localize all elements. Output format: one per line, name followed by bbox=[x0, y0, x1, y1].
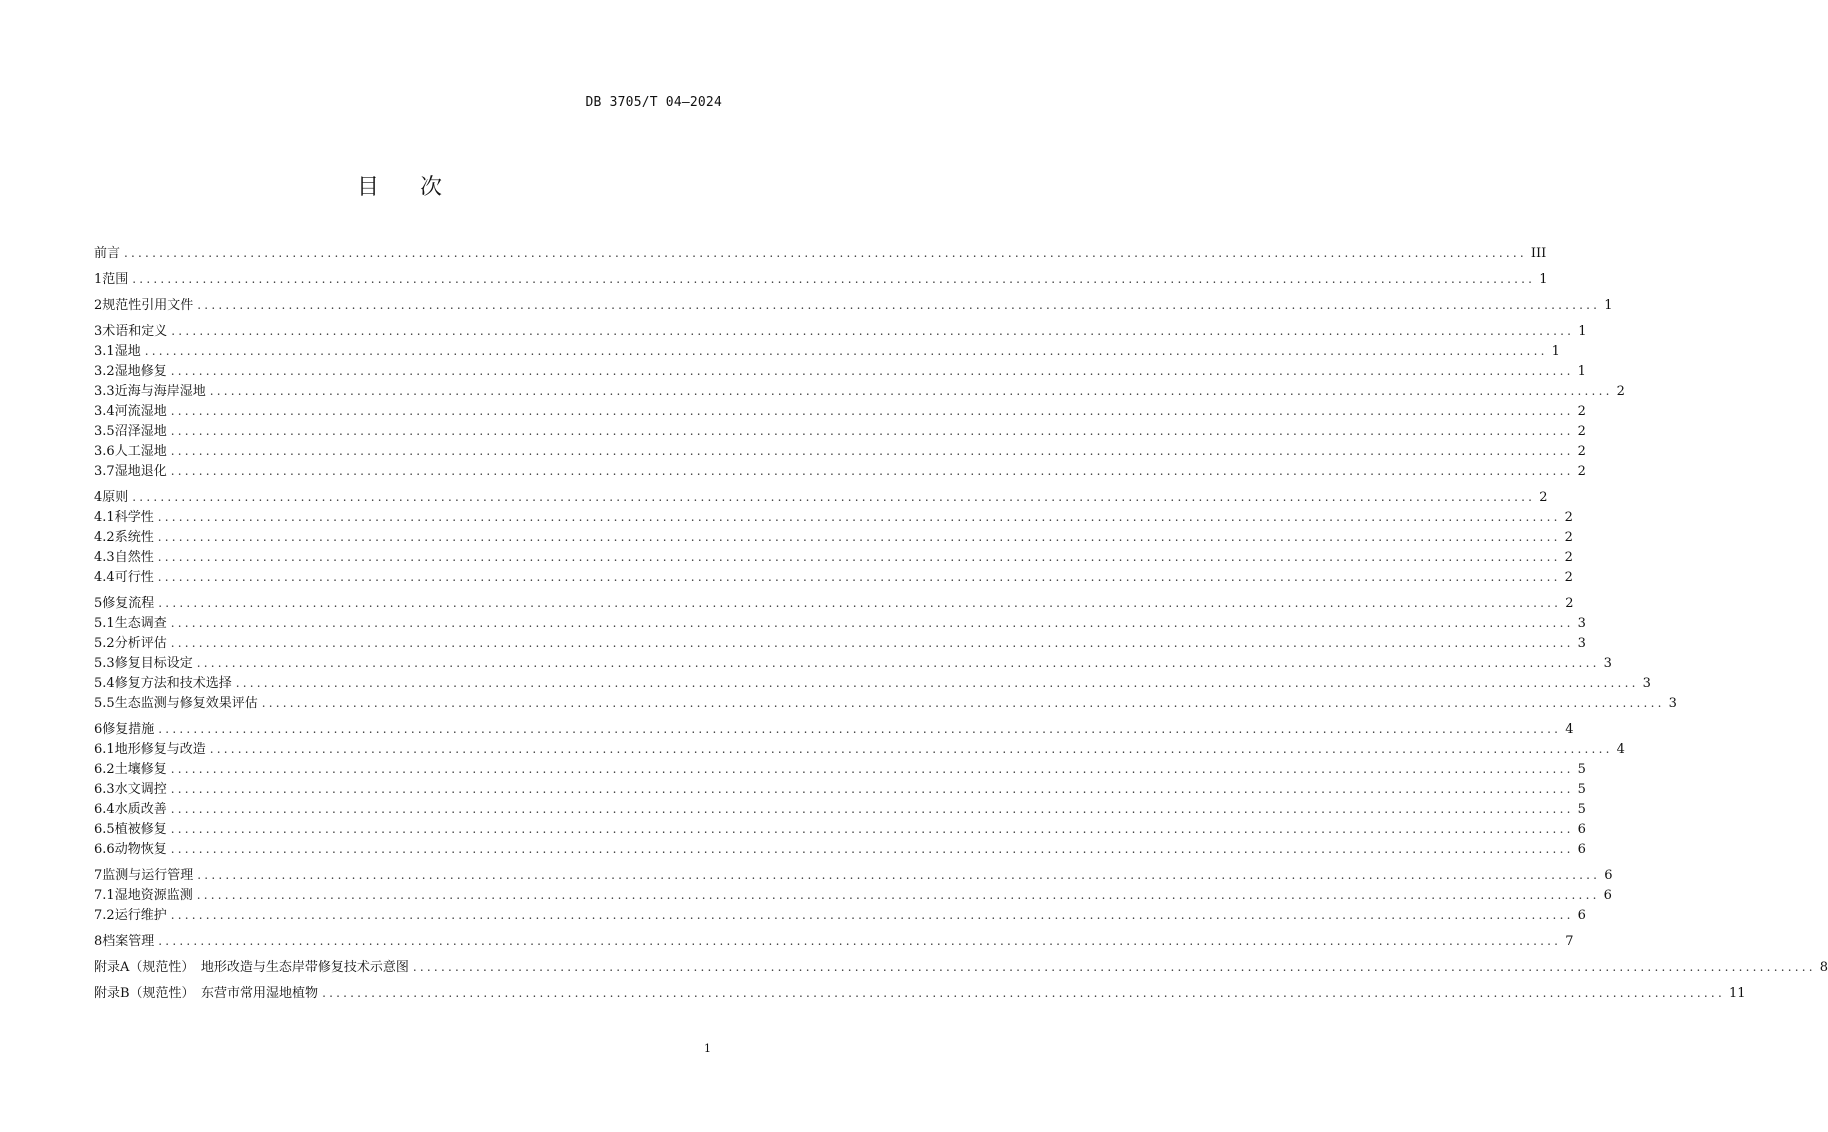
toc-entry[interactable] bbox=[94, 487, 1548, 507]
toc-entry-page: 3 bbox=[1642, 676, 1651, 691]
toc-leader-dots: ........................................................................................................................................................................................................ bbox=[170, 822, 1574, 836]
toc-entry[interactable] bbox=[94, 865, 1613, 885]
document-code: DB 3705/T 04—2024 bbox=[585, 95, 722, 110]
toc-entry-label: 土壤修复 bbox=[114, 762, 167, 777]
toc-entry[interactable] bbox=[94, 719, 1574, 739]
toc-entry[interactable] bbox=[94, 653, 1612, 673]
toc-entry-label: 湿地修复 bbox=[114, 364, 167, 379]
toc-entry-label: 可行性 bbox=[114, 570, 154, 585]
toc-entry-label: 修复措施 bbox=[102, 722, 155, 737]
toc-leader-dots: ........................................................................................................................................................................................................ bbox=[170, 908, 1574, 922]
toc-entry-number: 1 bbox=[94, 272, 103, 287]
toc-leader-dots: ........................................................................................................................................................................................................ bbox=[132, 272, 1536, 286]
toc-entry-number: 7.1 bbox=[94, 888, 115, 903]
toc-entry[interactable] bbox=[94, 421, 1586, 441]
toc-leader-dots: ........................................................................................................................................................................................................ bbox=[170, 842, 1574, 856]
toc-leader-dots: ........................................................................................................................................................................................................ bbox=[170, 782, 1574, 796]
toc-entry-number: 4.2 bbox=[94, 530, 115, 545]
toc-entry-page: 2 bbox=[1564, 510, 1573, 525]
toc-entry-number: 4 bbox=[94, 490, 103, 505]
toc-entry-number: 5.5 bbox=[94, 696, 115, 711]
toc-leader-dots: ........................................................................................................................................................................................................ bbox=[170, 616, 1574, 630]
toc-entry-page: 2 bbox=[1565, 596, 1574, 611]
toc-entry-label: 规范性引用文件 bbox=[102, 298, 194, 313]
toc-leader-dots: ........................................................................................................................................................................................................ bbox=[171, 324, 1575, 338]
toc-entry-label: 植被修复 bbox=[114, 822, 167, 837]
toc-entry[interactable] bbox=[94, 381, 1625, 401]
toc-leader-dots: ........................................................................................................................................................................................................ bbox=[322, 986, 1725, 1000]
toc-entry-number: 6.5 bbox=[94, 822, 115, 837]
toc-leader-dots: ........................................................................................................................................................................................................ bbox=[170, 464, 1574, 478]
toc-leader-dots: ........................................................................................................................................................................................................ bbox=[170, 364, 1574, 378]
toc-entry-number: 3.3 bbox=[94, 384, 115, 399]
toc-entry[interactable] bbox=[94, 361, 1586, 381]
toc-entry-label: 档案管理 bbox=[102, 934, 155, 949]
toc-leader-dots: ........................................................................................................................................................................................................ bbox=[170, 404, 1574, 418]
toc-entry-label: 修复方法和技术选择 bbox=[114, 676, 232, 691]
toc-entry-number: 4.1 bbox=[94, 510, 115, 525]
toc-leader-dots: ........................................................................................................................................................................................................ bbox=[157, 550, 1561, 564]
toc-leader-dots: ........................................................................................................................................................................................................ bbox=[196, 888, 1600, 902]
toc-entry-number: 2 bbox=[94, 298, 103, 313]
toc-entry-number: 6.4 bbox=[94, 802, 115, 817]
toc-entry-label: 地形修复与改造 bbox=[114, 742, 206, 757]
toc-entry-number: 6.3 bbox=[94, 782, 115, 797]
toc-entry-number: 5.3 bbox=[94, 656, 115, 671]
toc-entry-page: 11 bbox=[1728, 986, 1746, 1001]
toc-entry-page: 1 bbox=[1577, 364, 1586, 379]
toc-leader-dots: ........................................................................................................................................................................................................ bbox=[197, 868, 1601, 882]
toc-leader-dots: ........................................................................................................................................................................................................ bbox=[209, 742, 1613, 756]
toc-leader-dots: ........................................................................................................................................................................................................ bbox=[197, 298, 1601, 312]
toc-entry-page: 4 bbox=[1565, 722, 1574, 737]
toc-entry-label: 湿地退化 bbox=[114, 464, 167, 479]
toc-entry-label: 原则 bbox=[102, 490, 129, 505]
toc-entry[interactable] bbox=[94, 673, 1651, 693]
toc-entry-page: 2 bbox=[1564, 530, 1573, 545]
page-number: 1 bbox=[704, 1042, 711, 1055]
toc-entry[interactable] bbox=[94, 243, 1547, 263]
toc-entry-label: 科学性 bbox=[114, 510, 154, 525]
toc-entry-number: 3.5 bbox=[94, 424, 115, 439]
toc-entry-page: 3 bbox=[1668, 696, 1677, 711]
toc-entry-page: 6 bbox=[1603, 888, 1612, 903]
toc-entry-page: 6 bbox=[1577, 822, 1586, 837]
toc-entry-label: 修复目标设定 bbox=[114, 656, 193, 671]
toc-entry-page: 2 bbox=[1577, 404, 1586, 419]
toc-leader-dots: ........................................................................................................................................................................................................ bbox=[157, 530, 1561, 544]
toc-entry[interactable] bbox=[94, 269, 1548, 289]
toc-entry-page: 5 bbox=[1577, 762, 1586, 777]
page-title-char-2: 次 bbox=[420, 175, 444, 200]
toc-entry[interactable] bbox=[94, 507, 1573, 527]
toc-entry[interactable] bbox=[94, 931, 1574, 951]
toc-entry-page: 6 bbox=[1604, 868, 1613, 883]
toc-entry[interactable] bbox=[94, 593, 1574, 613]
toc-entry[interactable] bbox=[94, 779, 1586, 799]
toc-entry-page: 2 bbox=[1564, 550, 1573, 565]
toc-entry[interactable] bbox=[94, 739, 1625, 759]
toc-leader-dots: ........................................................................................................................................................................................................ bbox=[157, 570, 1561, 584]
toc-entry[interactable] bbox=[94, 547, 1573, 567]
toc-entry[interactable] bbox=[94, 839, 1586, 859]
toc-entry-label: 自然性 bbox=[114, 550, 154, 565]
toc-entry-number: 3.2 bbox=[94, 364, 115, 379]
toc-entry[interactable] bbox=[94, 341, 1560, 361]
toc-entry-label: 人工湿地 bbox=[114, 444, 167, 459]
toc-entry[interactable] bbox=[94, 759, 1586, 779]
toc-entry-label: 湿地资源监测 bbox=[114, 888, 193, 903]
toc-entry-page: 7 bbox=[1565, 934, 1574, 949]
toc-entry-label: 附录A（规范性） 地形改造与生态岸带修复技术示意图 bbox=[94, 960, 409, 975]
toc-entry-page: 6 bbox=[1577, 842, 1586, 857]
toc-entry[interactable] bbox=[94, 401, 1586, 421]
toc-entry[interactable] bbox=[94, 885, 1612, 905]
toc-entry-page: 3 bbox=[1577, 636, 1586, 651]
toc-entry[interactable] bbox=[94, 295, 1613, 315]
toc-entry-number: 8 bbox=[94, 934, 103, 949]
toc-entry-number: 7 bbox=[94, 868, 103, 883]
toc-entry-number: 4.4 bbox=[94, 570, 115, 585]
toc-entry-label: 水质改善 bbox=[114, 802, 167, 817]
toc-entry-number: 5.1 bbox=[94, 616, 115, 631]
toc-leader-dots: ........................................................................................................................................................................................................ bbox=[261, 696, 1665, 710]
toc-leader-dots: ........................................................................................................................................................................................................ bbox=[170, 424, 1574, 438]
toc-entry-number: 3.4 bbox=[94, 404, 115, 419]
toc-entry-label: 动物恢复 bbox=[114, 842, 167, 857]
toc-entry-page: 1 bbox=[1604, 298, 1613, 313]
toc-entry-number: 5.4 bbox=[94, 676, 115, 691]
toc-entry[interactable] bbox=[94, 819, 1586, 839]
toc-entry-page: 6 bbox=[1577, 908, 1586, 923]
toc-entry[interactable] bbox=[94, 461, 1586, 481]
toc-entry-label: 系统性 bbox=[114, 530, 154, 545]
toc-entry-label: 河流湿地 bbox=[114, 404, 167, 419]
toc-entry-number: 6.2 bbox=[94, 762, 115, 777]
toc-entry-label: 生态调查 bbox=[114, 616, 167, 631]
toc-entry-page: 3 bbox=[1577, 616, 1586, 631]
toc-entry-page: 2 bbox=[1577, 424, 1586, 439]
toc-leader-dots: ........................................................................................................................................................................................................ bbox=[144, 344, 1548, 358]
toc-leader-dots: ........................................................................................................................................................................................................ bbox=[170, 636, 1574, 650]
toc-entry-page: 1 bbox=[1551, 344, 1560, 359]
toc-entry-number: 3.7 bbox=[94, 464, 115, 479]
toc-entry-number: 3 bbox=[94, 324, 103, 339]
toc-entry-number: 3.6 bbox=[94, 444, 115, 459]
toc-leader-dots: ........................................................................................................................................................................................................ bbox=[209, 384, 1613, 398]
toc-leader-dots: ........................................................................................................................................................................................................ bbox=[158, 934, 1562, 948]
toc-entry[interactable] bbox=[94, 799, 1586, 819]
toc-entry[interactable] bbox=[94, 613, 1586, 633]
toc-entry-page: 2 bbox=[1564, 570, 1573, 585]
toc-leader-dots: ........................................................................................................................................................................................................ bbox=[235, 676, 1639, 690]
toc-entry-page: 1 bbox=[1539, 272, 1548, 287]
page-title-char-1: 目 bbox=[356, 175, 380, 200]
toc-entry-label: 水文调控 bbox=[114, 782, 167, 797]
toc-entry-label: 范围 bbox=[102, 272, 129, 287]
toc-leader-dots: ........................................................................................................................................................................................................ bbox=[157, 510, 1561, 524]
toc-entry-number: 5.2 bbox=[94, 636, 115, 651]
toc-entry-page: 2 bbox=[1577, 464, 1586, 479]
toc-entry-label: 运行维护 bbox=[114, 908, 167, 923]
toc-entry-label: 沼泽湿地 bbox=[114, 424, 167, 439]
toc-entry-label: 分析评估 bbox=[114, 636, 167, 651]
toc-entry-label: 监测与运行管理 bbox=[102, 868, 194, 883]
page-title bbox=[0, 170, 800, 201]
toc-leader-dots: ........................................................................................................................................................................................................ bbox=[170, 444, 1574, 458]
toc-entry[interactable] bbox=[94, 633, 1586, 653]
toc-entry[interactable] bbox=[94, 693, 1677, 713]
toc-leader-dots: ........................................................................................................................................................................................................ bbox=[412, 960, 1816, 974]
toc-leader-dots: ........................................................................................................................................................................................................ bbox=[170, 802, 1574, 816]
toc-entry[interactable] bbox=[94, 441, 1586, 461]
toc-entry-number: 4.3 bbox=[94, 550, 115, 565]
toc-entry-label: 湿地 bbox=[114, 344, 141, 359]
toc-entry-page: 8 bbox=[1819, 960, 1828, 975]
toc-entry-page: 2 bbox=[1616, 384, 1625, 399]
toc-entry-number: 6 bbox=[94, 722, 103, 737]
toc-entry-number: 3.1 bbox=[94, 344, 115, 359]
table-of-contents bbox=[94, 243, 1828, 1003]
toc-entry[interactable] bbox=[94, 905, 1586, 925]
toc-entry-page: 3 bbox=[1603, 656, 1612, 671]
toc-entry-page: 1 bbox=[1578, 324, 1587, 339]
toc-entry[interactable] bbox=[94, 527, 1573, 547]
toc-entry-label: 修复流程 bbox=[102, 596, 155, 611]
toc-entry-page: 4 bbox=[1616, 742, 1625, 757]
toc-entry-number: 6.6 bbox=[94, 842, 115, 857]
toc-entry-page: 2 bbox=[1539, 490, 1548, 505]
toc-entry-number: 5 bbox=[94, 596, 103, 611]
toc-entry-label: 近海与海岸湿地 bbox=[114, 384, 206, 399]
toc-entry-page: III bbox=[1530, 246, 1547, 261]
toc-leader-dots: ........................................................................................................................................................................................................ bbox=[158, 722, 1562, 736]
toc-leader-dots: ........................................................................................................................................................................................................ bbox=[124, 246, 1527, 260]
toc-entry[interactable] bbox=[94, 567, 1573, 587]
toc-entry[interactable] bbox=[94, 983, 1746, 1003]
toc-entry-label: 术语和定义 bbox=[102, 324, 168, 339]
toc-entry-number: 6.1 bbox=[94, 742, 115, 757]
toc-leader-dots: ........................................................................................................................................................................................................ bbox=[196, 656, 1600, 670]
toc-entry[interactable] bbox=[94, 321, 1587, 341]
toc-entry-label: 附录B（规范性） 东营市常用湿地植物 bbox=[94, 986, 319, 1001]
toc-entry-page: 5 bbox=[1577, 782, 1586, 797]
toc-entry-number: 7.2 bbox=[94, 908, 115, 923]
toc-entry-label: 生态监测与修复效果评估 bbox=[114, 696, 258, 711]
toc-entry[interactable] bbox=[94, 957, 1828, 977]
toc-entry-page: 5 bbox=[1577, 802, 1586, 817]
toc-entry-label: 前言 bbox=[94, 246, 121, 261]
toc-leader-dots: ........................................................................................................................................................................................................ bbox=[132, 490, 1536, 504]
toc-leader-dots: ........................................................................................................................................................................................................ bbox=[170, 762, 1574, 776]
toc-entry-page: 2 bbox=[1577, 444, 1586, 459]
toc-leader-dots: ........................................................................................................................................................................................................ bbox=[158, 596, 1562, 610]
